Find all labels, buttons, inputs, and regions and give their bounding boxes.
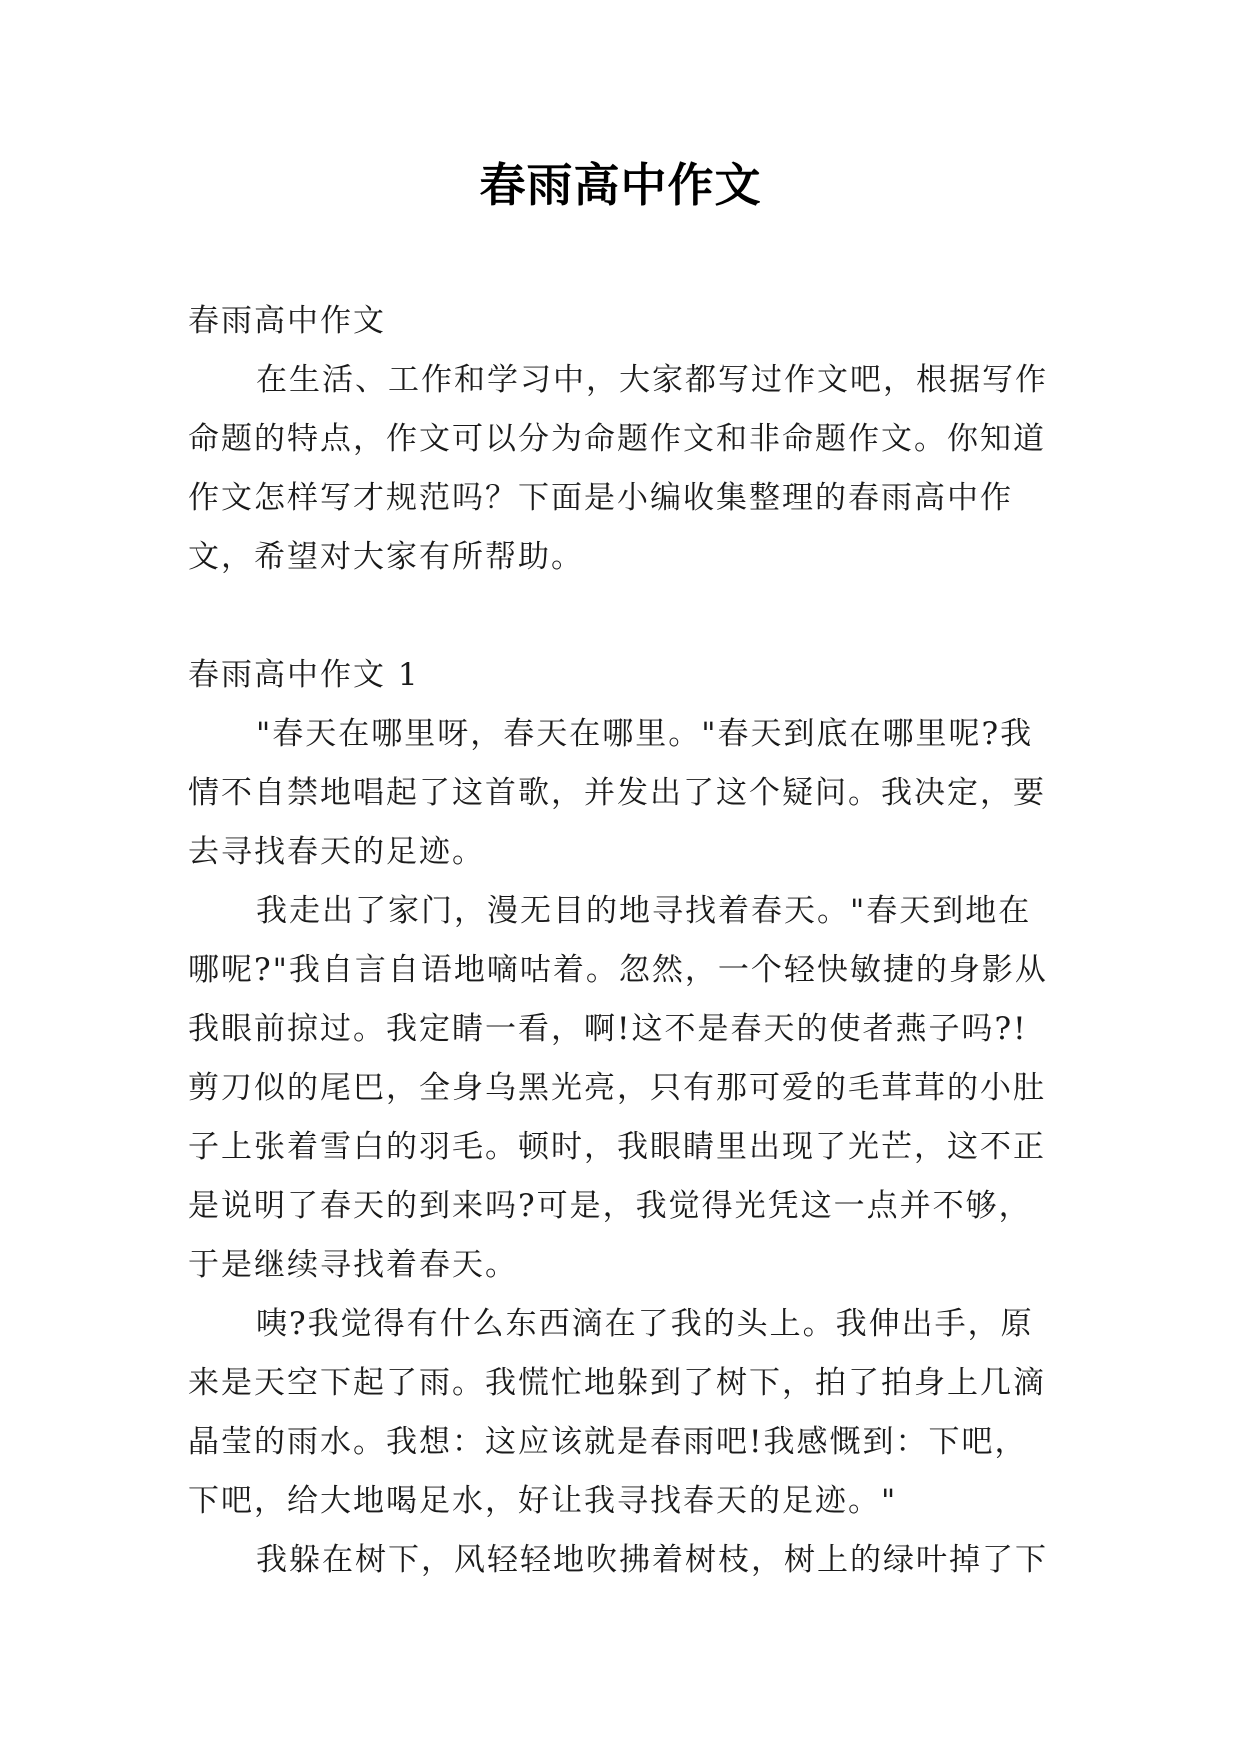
paragraph-line: 于是继续寻找着春天。 — [188, 1247, 518, 1283]
intro-line: 命题的特点，作文可以分为命题作文和非命题作文。你知道 — [188, 421, 1046, 457]
paragraph-line: 子上张着雪白的羽毛。顿时，我眼睛里出现了光芒，这不正 — [188, 1129, 1046, 1165]
essay-heading: 春雨高中作文 1 — [188, 657, 420, 693]
intro-line: 在生活、工作和学习中，大家都写过作文吧，根据写作 — [256, 362, 1048, 398]
intro-heading: 春雨高中作文 — [188, 303, 386, 339]
paragraph-line: 下吧，给大地喝足水，好让我寻找春天的足迹。" — [188, 1483, 898, 1519]
intro-line: 作文怎样写才规范吗？下面是小编收集整理的春雨高中作 — [188, 480, 1013, 516]
paragraph-line: 我眼前掠过。我定睛一看，啊!这不是春天的使者燕子吗?! — [188, 1011, 1028, 1047]
paragraph-line: 去寻找春天的足迹。 — [188, 834, 485, 870]
document-body — [188, 292, 1050, 1590]
paragraph-line: 我走出了家门，漫无目的地寻找着春天。"春天到地在 — [256, 893, 1032, 929]
paragraph-line: 来是天空下起了雨。我慌忙地躲到了树下，拍了拍身上几滴 — [188, 1365, 1046, 1401]
paragraph-line: 是说明了春天的到来吗?可是，我觉得光凭这一点并不够， — [188, 1188, 1032, 1224]
paragraph-line: 咦?我觉得有什么东西滴在了我的头上。我伸出手，原 — [256, 1306, 1034, 1342]
paragraph-line: 剪刀似的尾巴，全身乌黑光亮，只有那可爱的毛茸茸的小肚 — [188, 1070, 1046, 1106]
paragraph-line: 哪呢?"我自言自语地嘀咕着。忽然，一个轻快敏捷的身影从 — [188, 952, 1048, 988]
paragraph-line: "春天在哪里呀，春天在哪里。"春天到底在哪里呢?我 — [256, 716, 1034, 752]
intro-line: 文，希望对大家有所帮助。 — [188, 539, 584, 575]
paragraph-line: 情不自禁地唱起了这首歌，并发出了这个疑问。我决定，要 — [188, 775, 1046, 811]
document-title: 春雨高中作文 — [479, 158, 762, 212]
section-spacer — [188, 587, 1050, 646]
paragraph-line: 晶莹的雨水。我想：这应该就是春雨吧!我感慨到：下吧， — [188, 1424, 1028, 1460]
paragraph-line: 我躲在树下，风轻轻地吹拂着树枝，树上的绿叶掉了下 — [256, 1542, 1048, 1578]
